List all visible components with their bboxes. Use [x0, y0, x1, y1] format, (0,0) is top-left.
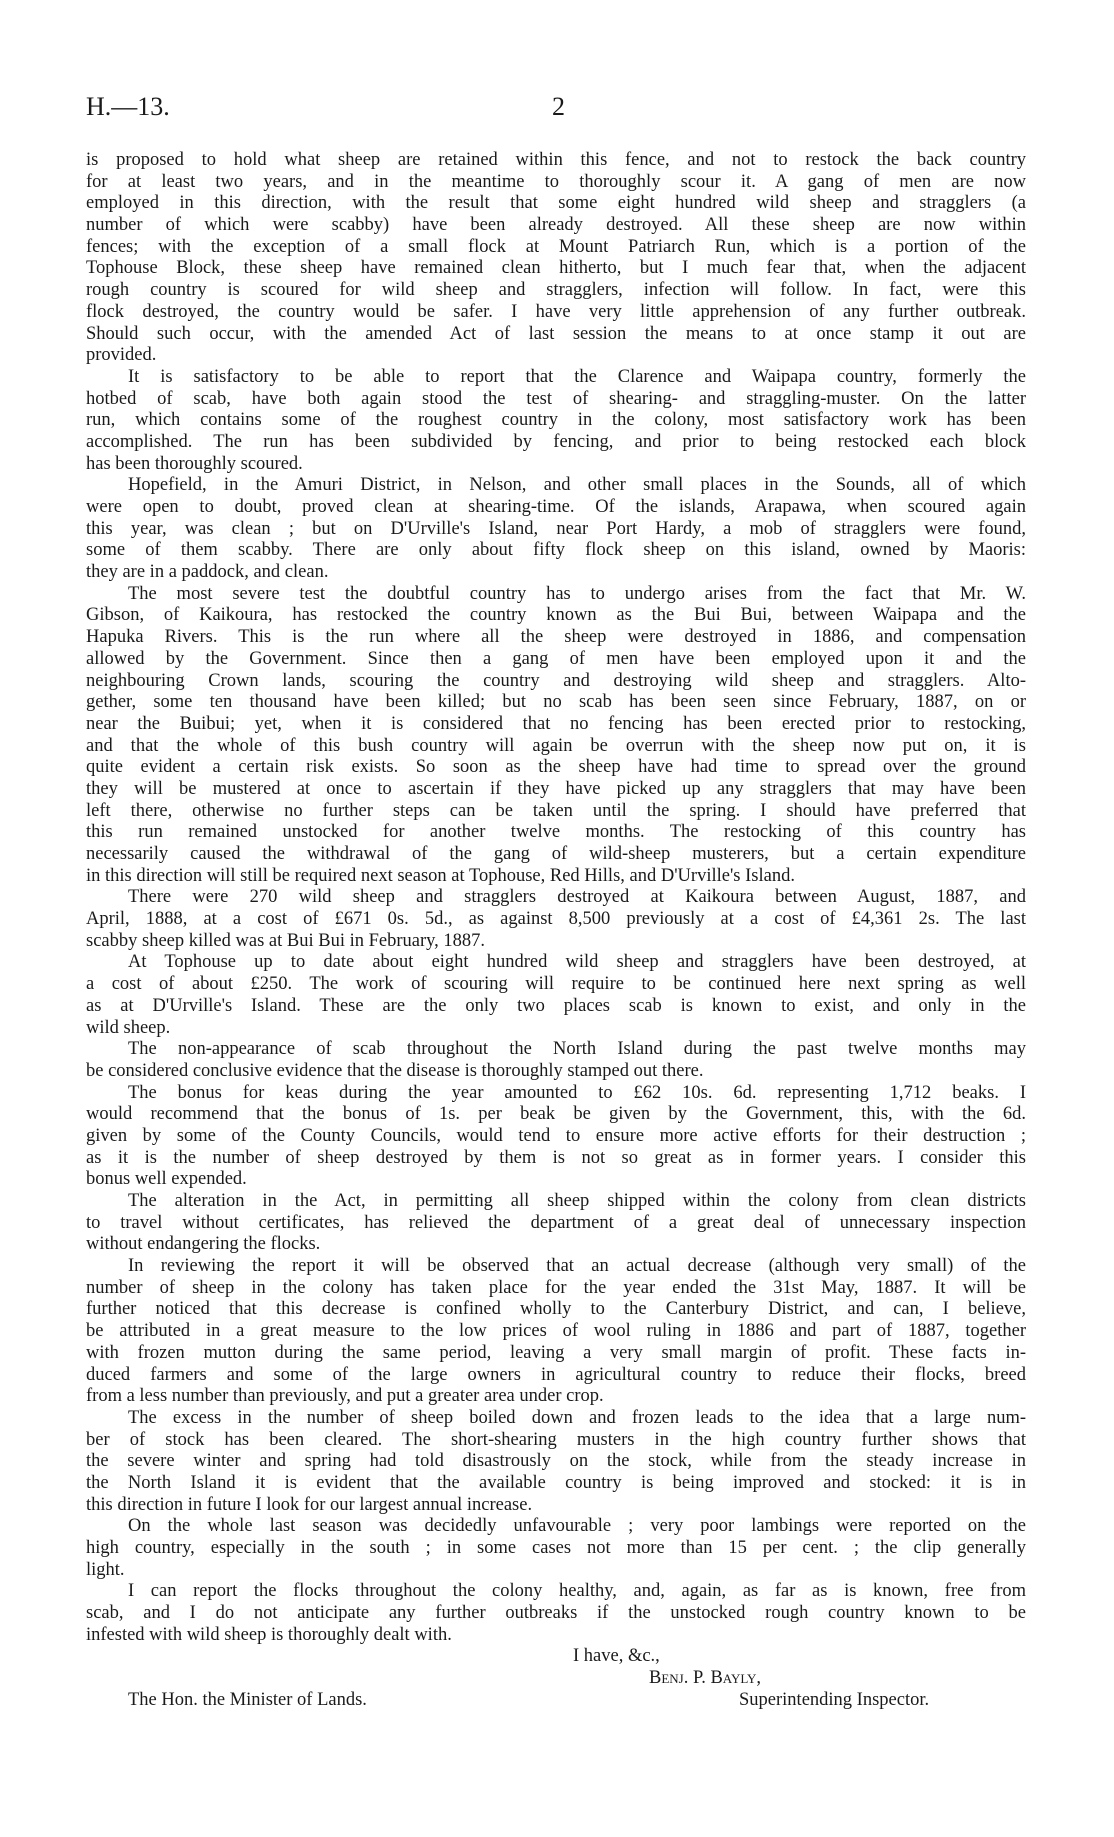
paragraph [86, 1581, 1026, 1646]
text-line: this run remained unstocked for another twelve months. The restocking of this country has [86, 822, 1026, 843]
paragraph [86, 150, 1026, 367]
text-line: ber of stock has been cleared. The short-shearing musters in the high country further shows that [86, 1429, 1026, 1450]
text-line: necessarily caused the withdrawal of the gang of wild-sheep musterers, but a certain expenditure [86, 844, 1026, 864]
text-line: as at D'Urville's Island. These are the only two places scab is known to exist, and only in the [86, 995, 1026, 1016]
paragraph [86, 1408, 1026, 1516]
paragraph [86, 1256, 1026, 1408]
text-line: Hapuka Rivers. This is the run where all the sheep were destroyed in 1886, and compensation [86, 627, 1026, 648]
text-line: left there, otherwise no further steps can be taken until the spring. I should have preferred that [86, 800, 1026, 821]
text-line: It is satisfactory to be able to report that the Clarence and Waipapa country, formerly the [128, 366, 1026, 387]
text-line: this direction in future I look for our largest annual increase. [86, 1494, 533, 1515]
text-line: accomplished. The run has been subdivided by fencing, and prior to being restocked each block [86, 431, 1026, 452]
text-line: they will be mustered at once to ascertain if they have picked up any stragglers that may have been [86, 778, 1026, 799]
text-line: this year, was clean ; but on D'Urville's Island, near Port Hardy, a mob of stragglers were found, [86, 518, 1026, 539]
text-line: without endangering the flocks. [86, 1234, 321, 1255]
text-line: flock destroyed, the country would be safer. I have very little apprehension of any further outbreak. [86, 301, 1026, 322]
text-line: be attributed in a great measure to the low prices of wool ruling in 1886 and part of 1887, together [86, 1321, 1026, 1342]
text-line: be considered conclusive evidence that the disease is thoroughly stamped out there. [86, 1060, 704, 1081]
text-line: number of sheep in the colony has taken place for the year ended the 31st May, 1887. It will be [86, 1277, 1026, 1298]
text-line: a cost of about £250. The work of scouring will require to be continued here next spring as well [86, 974, 1026, 995]
text-line: scabby sheep killed was at Bui Bui in February, 1887. [86, 930, 486, 951]
text-line: At Tophouse up to date about eight hundred wild sheep and stragglers have been destroyed, at [128, 952, 1026, 973]
paragraph [86, 367, 1026, 475]
text-line: bonus well expended. [86, 1169, 247, 1190]
paragraph [86, 1083, 1026, 1191]
text-line: There were 270 wild sheep and stragglers destroyed at Kaikoura between August, 1887, and [128, 887, 1026, 908]
text-line: is proposed to hold what sheep are retained within this fence, and not to restock the back country [86, 150, 1026, 170]
text-line: The bonus for keas during the year amounted to £62 10s. 6d. representing 1,712 beaks. I [128, 1082, 1026, 1103]
text-line: they are in a paddock, and clean. [86, 562, 329, 583]
text-line: number of which were scabby) have been already destroyed. All these sheep are now within [86, 215, 1026, 236]
document-reference: H.—13. [86, 92, 170, 121]
text-line: Hopefield, in the Amuri District, in Nelson, and other small places in the Sounds, all of which [128, 475, 1026, 496]
salutation: I have, &c., [573, 1646, 660, 1667]
text-line: high country, especially in the south ; in some cases not more than 15 per cent. ; the clip generally [86, 1538, 1026, 1558]
text-line: In reviewing the report it will be observed that an actual decrease (although very small) of the [128, 1256, 1026, 1277]
text-line: wild sheep. [86, 1017, 171, 1038]
text-line: The non-appearance of scab throughout the North Island during the past twelve months may [128, 1039, 1026, 1060]
text-line: The excess in the number of sheep boiled down and frozen leads to the idea that a large num- [128, 1407, 1026, 1428]
paragraph [86, 584, 1026, 888]
text-line: from a less number than previously, and put a greater area under crop. [86, 1386, 604, 1407]
text-line: for at least two years, and in the meantime to thoroughly scour it. A gang of men are now [86, 171, 1026, 192]
text-line: rough country is scoured for wild sheep and stragglers, infection will follow. In fact, were this [86, 280, 1026, 301]
text-line: The alteration in the Act, in permitting all sheep shipped within the colony from clean districts [128, 1191, 1026, 1211]
text-line: Tophouse Block, these sheep have remained clean hitherto, but I much fear that, when the adjacent [86, 258, 1026, 279]
text-line: quite evident a certain risk exists. So soon as the sheep have had time to spread over the ground [86, 757, 1026, 778]
text-line: Gibson, of Kaikoura, has restocked the country known as the Bui Bui, between Waipapa and the [86, 605, 1026, 626]
paragraph [86, 1191, 1026, 1256]
text-line: duced farmers and some of the large owners in agricultural country to reduce their flocks, breed [86, 1364, 1026, 1385]
signatory-name: Benj. P. Bayly, [649, 1668, 762, 1689]
text-line: scab, and I do not anticipate any further outbreaks if the unstocked rough country known to be [86, 1603, 1026, 1624]
paragraph [86, 952, 1026, 1039]
text-line: as it is the number of sheep destroyed by them is not so great as in former years. I consider this [86, 1147, 1026, 1168]
text-line: light. [86, 1559, 125, 1580]
page-number: 2 [552, 92, 565, 121]
text-line: some of them scabby. There are only about fifty flock sheep on this island, owned by Maoris: [86, 540, 1026, 561]
text-line: to travel without certificates, has relieved the department of a great deal of unnecessary inspection [86, 1212, 1026, 1233]
text-line: fences; with the exception of a small flock at Mount Patriarch Run, which is a portion of the [86, 236, 1026, 257]
text-line: the severe winter and spring had told disastrously on the stock, while from the steady increase in [86, 1451, 1026, 1472]
text-line: hotbed of scab, have both again stood the test of shearing- and straggling-muster. On the latter [86, 388, 1026, 409]
text-line: gether, some ten thousand have been killed; but no scab has been seen since February, 1887, on or [86, 692, 1026, 713]
paragraph [86, 1516, 1026, 1581]
text-line: has been thoroughly scoured. [86, 453, 303, 474]
closing-row [86, 1646, 1026, 1668]
text-line: near the Buibui; yet, when it is considered that no fencing has been erected prior to restocking, [86, 713, 1026, 734]
text-line: run, which contains some of the roughest country in the colony, most satisfactory work has been [86, 410, 1026, 431]
addressee: The Hon. the Minister of Lands. [128, 1689, 367, 1710]
paragraph [86, 887, 1026, 952]
text-line: Should such occur, with the amended Act of last session the means to at once stamp it out are [86, 323, 1026, 344]
text-line: neighbouring Crown lands, scouring the country and destroying wild sheep and stragglers. Alto- [86, 670, 1026, 691]
signatory-title: Superintending Inspector. [739, 1689, 930, 1710]
closing-row [86, 1668, 1026, 1690]
text-line: and that the whole of this bush country will again be overrun with the sheep now put on, it is [86, 735, 1026, 756]
text-line: allowed by the Government. Since then a gang of men have been employed upon it and the [86, 648, 1026, 669]
text-line: April, 1888, at a cost of £671 0s. 5d., as against 8,500 previously at a cost of £4,361 2s. The last [86, 909, 1026, 930]
text-line: provided. [86, 345, 157, 366]
text-line: On the whole last season was decidedly unfavourable ; very poor lambings were reported on the [128, 1516, 1026, 1537]
paragraph [86, 1039, 1026, 1082]
text-line: The most severe test the doubtful country has to undergo arises from the fact that Mr. W. [128, 583, 1026, 604]
text-line: I can report the flocks throughout the colony healthy, and, again, as far as is known, free from [128, 1581, 1026, 1602]
text-line: with frozen mutton during the same period, leaving a very small margin of profit. These facts in- [86, 1342, 1026, 1363]
text-line: given by some of the County Councils, would tend to ensure more active efforts for their destruction ; [86, 1125, 1026, 1146]
text-line: the North Island it is evident that the available country is being improved and stocked: it is in [86, 1472, 1026, 1493]
text-line: further noticed that this decrease is confined wholly to the Canterbury District, and can, I believe, [86, 1299, 1026, 1320]
paragraph [86, 475, 1026, 583]
closing-row [86, 1690, 1026, 1712]
text-line: were open to doubt, proved clean at shearing-time. Of the islands, Arapawa, when scoured again [86, 497, 1026, 517]
text-line: would recommend that the bonus of 1s. per beak be given by the Government, this, with the 6d. [86, 1104, 1026, 1125]
text-line: in this direction will still be required next season at Tophouse, Red Hills, and D'Urville's Island. [86, 865, 795, 886]
document-body [86, 150, 1026, 1712]
text-line: employed in this direction, with the result that some eight hundred wild sheep and stragglers (a [86, 193, 1026, 214]
text-line: infested with wild sheep is thoroughly dealt with. [86, 1624, 452, 1645]
